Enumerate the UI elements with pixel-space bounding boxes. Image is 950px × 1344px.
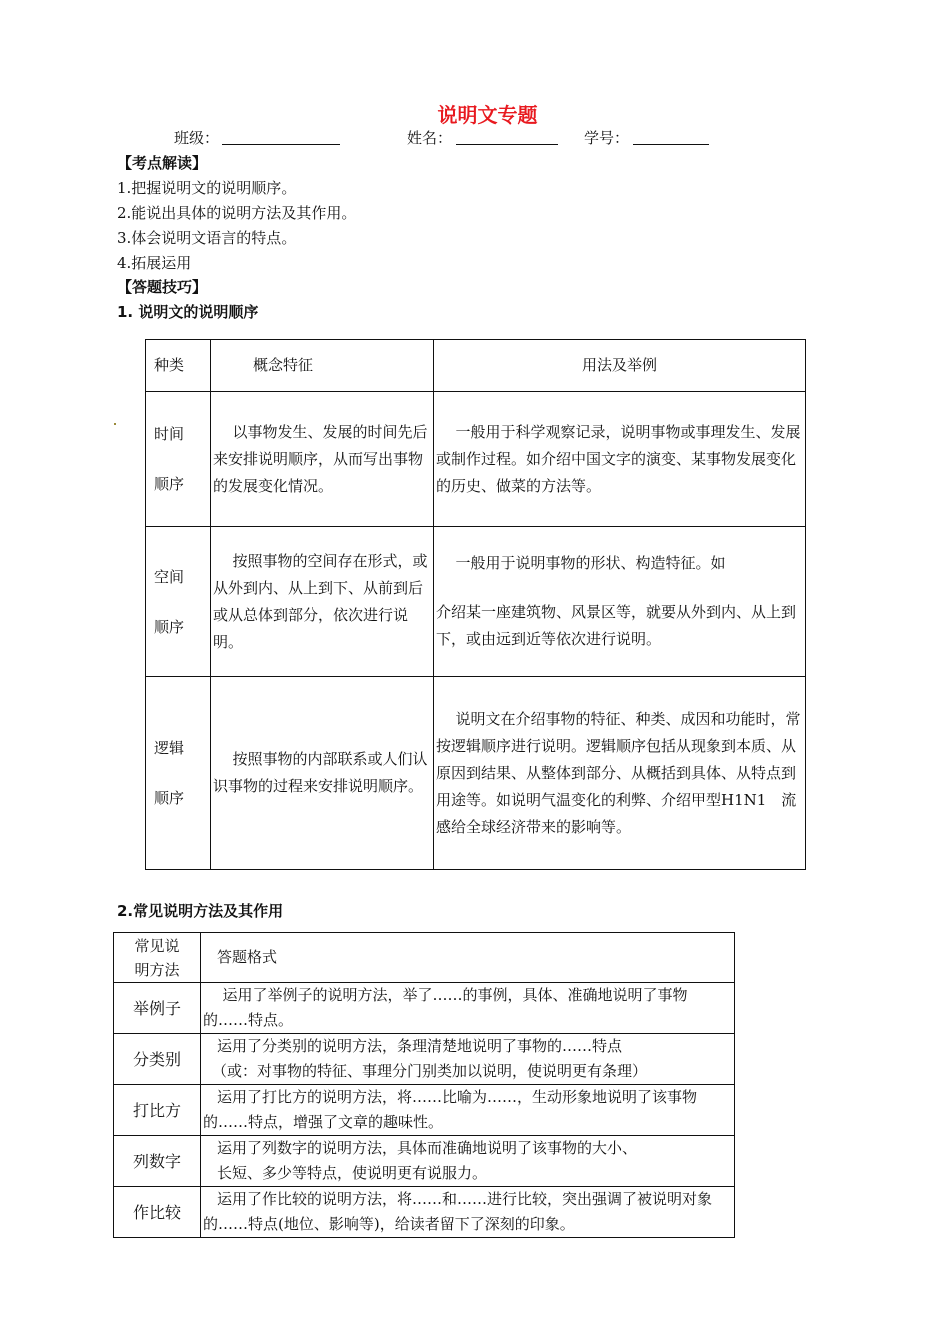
table-header-row xyxy=(114,933,735,983)
methods-section-heading: 2.常见说明方法及其作用 xyxy=(117,902,284,920)
name-blank[interactable] xyxy=(456,144,558,145)
feature-cell: 以事物发生、发展的时间先后来安排说明顺序，从而写出事物的发展变化情况。 xyxy=(211,392,434,527)
usage-text-b: 介绍某一座建筑物、风景区等，就要从外到内、从上到下，或由远到近等依次进行说明。 xyxy=(436,603,797,648)
point-item: 2.能说出具体的说明方法及其作用。 xyxy=(117,204,357,222)
tips-heading: 【答题技巧】 xyxy=(117,278,208,296)
table-row xyxy=(146,527,806,677)
feature-cell: 按照事物的空间存在形式，或从外到内、从上到下、从前到后或从总体到部分，依次进行说明。 xyxy=(211,527,434,677)
method-format: 运用了分类别的说明方法，条理清楚地说明了事物的……特点 xyxy=(217,1037,623,1055)
table-row xyxy=(114,1034,735,1085)
kind-text-a: 时间 xyxy=(154,425,185,443)
method-format: 运用了打比方的说明方法，将……比喻为……，生动形象地说明了该事物的……特点，增强了文章的趣味性。 xyxy=(201,1085,735,1136)
point-item: 3.体会说明文语言的特点。 xyxy=(117,229,297,247)
method-format: 运用了作比较的说明方法，将……和……进行比较，突出强调了被说明对象的……特点(地位、影响等)，给读者留下了深刻的印象。 xyxy=(201,1187,735,1238)
method-format: 运用了举例子的说明方法，举了……的事例，具体、准确地说明了事物的……特点。 xyxy=(201,983,735,1034)
header-feature: 概念特征 xyxy=(211,340,434,392)
usage-cell: 一般用于科学观察记录，说明事物或事理发生、发展或制作过程。如介绍中国文字的演变、某事物发展变化的历史、做菜的方法等。 xyxy=(434,392,806,527)
page-title: 说明文专题 xyxy=(437,103,538,127)
header-method: 常见说明方法 xyxy=(114,933,201,983)
header-usage: 用法及举例 xyxy=(434,340,806,392)
header-kind: 种类 xyxy=(146,340,211,392)
kind-text-b: 顺序 xyxy=(154,789,185,807)
points-heading: 【考点解读】 xyxy=(117,154,208,172)
table-header-row xyxy=(146,340,806,392)
method-format: 运用了列数字的说明方法，具体而准确地说明了该事物的大小、 xyxy=(217,1139,638,1157)
kind-text-b: 顺序 xyxy=(154,475,185,493)
name-label: 姓名： xyxy=(407,129,453,147)
point-item: 1.把握说明文的说明顺序。 xyxy=(117,179,297,197)
table-row xyxy=(146,677,806,870)
kind-cell xyxy=(146,677,211,870)
student-id-blank[interactable] xyxy=(633,144,709,145)
kind-cell xyxy=(146,527,211,677)
explanation-order-table xyxy=(145,339,806,870)
method-format-cell xyxy=(201,1034,735,1085)
usage-text-a: 一般用于说明事物的形状、构造特征。如 xyxy=(455,554,726,572)
kind-text-b: 顺序 xyxy=(154,617,185,636)
method-name: 打比方 xyxy=(114,1085,201,1136)
usage-cell xyxy=(434,527,806,677)
class-blank[interactable] xyxy=(222,144,340,145)
student-id-label: 学号： xyxy=(584,129,630,147)
table-row xyxy=(114,1085,735,1136)
kind-cell xyxy=(146,392,211,527)
stray-mark xyxy=(114,423,116,425)
method-name: 分类别 xyxy=(114,1034,201,1085)
method-name: 举例子 xyxy=(114,983,201,1034)
method-format-cell xyxy=(201,1136,735,1187)
method-name: 作比较 xyxy=(114,1187,201,1238)
class-label: 班级： xyxy=(174,129,220,147)
method-format-cont: 长短、多少等特点，使说明更有说服力。 xyxy=(217,1164,488,1182)
kind-text-a: 逻辑 xyxy=(154,739,185,757)
kind-text-a: 空间 xyxy=(154,567,185,586)
table-row xyxy=(114,983,735,1034)
header-format: 答题格式 xyxy=(201,933,735,983)
explanation-methods-table xyxy=(113,932,735,1238)
table-row xyxy=(114,1187,735,1238)
table-row xyxy=(114,1136,735,1187)
usage-cell: 说明文在介绍事物的特征、种类、成因和功能时，常按逻辑顺序进行说明。逻辑顺序包括从现象到本质、从原因到结果、从整体到部分、从概括到具体、从特点到用途等。如说明气温变化的利弊、介绍甲型H1N1 流感给全球经济带来的影响等。 xyxy=(434,677,806,870)
feature-cell: 按照事物的内部联系或人们认识事物的过程来安排说明顺序。 xyxy=(211,677,434,870)
method-format-note: （或：对事物的特征、事理分门别类加以说明，使说明更有条理） xyxy=(212,1062,648,1080)
table-row xyxy=(146,392,806,527)
method-name: 列数字 xyxy=(114,1136,201,1187)
order-section-heading: 1. 说明文的说明顺序 xyxy=(117,303,259,321)
point-item: 4.拓展运用 xyxy=(117,254,192,272)
